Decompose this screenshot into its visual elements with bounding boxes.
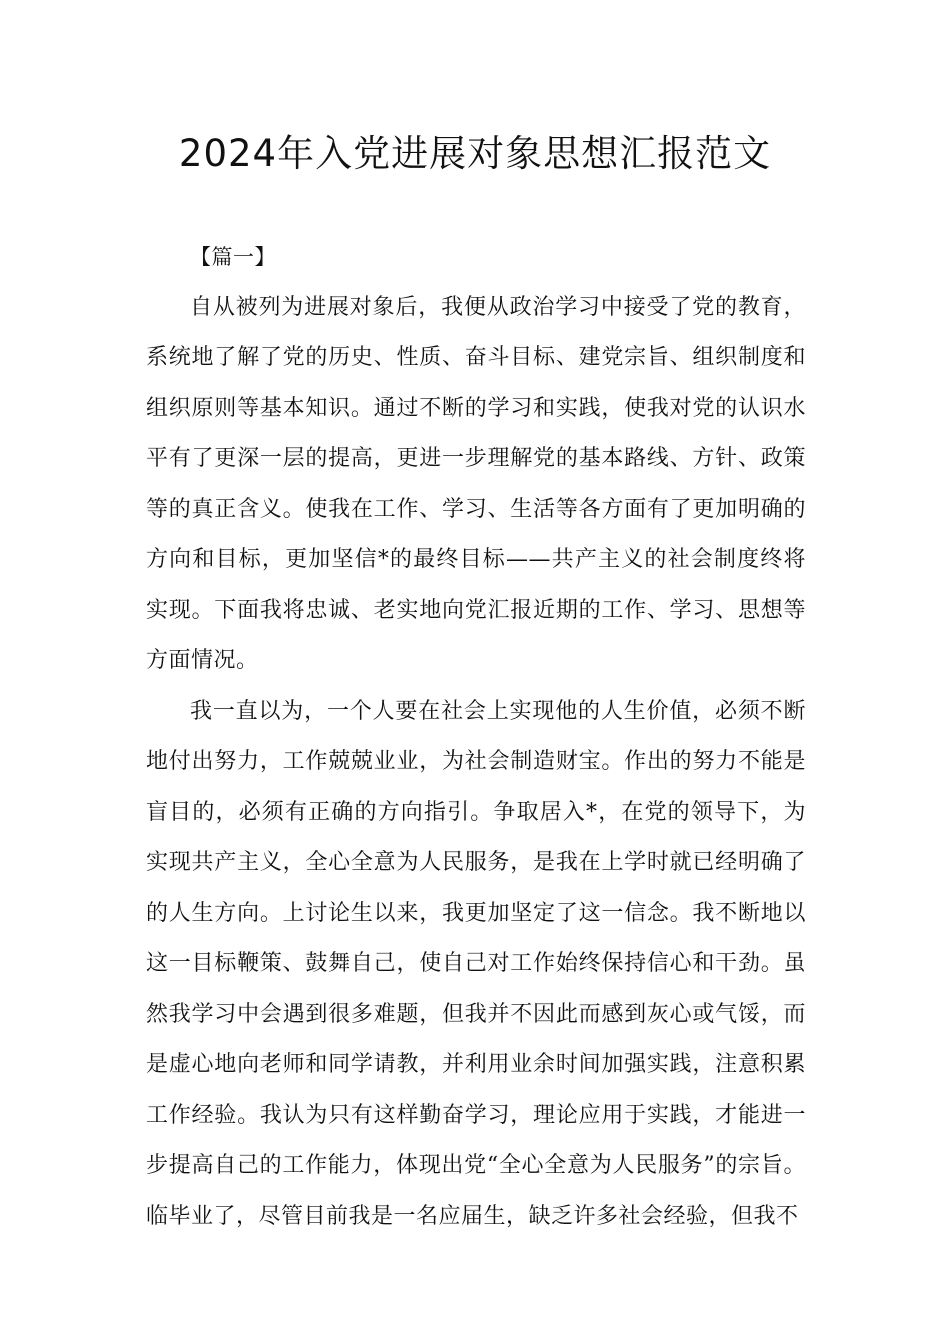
document-title: 2024年入党进展对象思想汇报范文 xyxy=(178,132,772,175)
document-body xyxy=(146,232,806,1242)
section-label: 【篇一】 xyxy=(190,245,276,269)
paragraph-1: 自从被列为进展对象后，我便从政治学习中接受了党的教育，系统地了解了党的历史、性质、奋斗目标、建党宗旨、组织制度和组织原则等基本知识。通过不断的学习和实践，使我对党的认识水平有了更深一层的提高，更进一步理解党的基本路线、方针、政策等的真正含义。使我在工作、学习、生活等各方面有了更加明确的方向和目标，更加坚信*的最终目标——共产主义的社会制度终将实现。下面我将忠诚、老实地向党汇报近期的工作、学习、思想等方面情况。 xyxy=(146,294,806,673)
paragraph-2: 我一直以为，一个人要在社会上实现他的人生价值，必须不断地付出努力，工作兢兢业业，为社会制造财宝。作出的努力不能是盲目的，必须有正确的方向指引。争取居入*，在党的领导下，为实现共产主义，全心全意为人民服务，是我在上学时就已经明确了的人生方向。上讨论生以来，我更加坚定了这一信念。我不断地以这一目标鞭策、鼓舞自己，使自己对工作始终保持信心和干劲。虽然我学习中会遇到很多难题，但我并不因此而感到灰心或气馁，而是虚心地向老师和同学请教，并利用业余时间加强实践，注意积累工作经验。我认为只有这样勤奋学习，理论应用于实践，才能进一步提高自己的工作能力，体现出党“全心全意为人民服务”的宗旨。临毕业了，尽管目前我是一名应届生，缺乏许多社会经验，但我不 xyxy=(146,698,806,1229)
